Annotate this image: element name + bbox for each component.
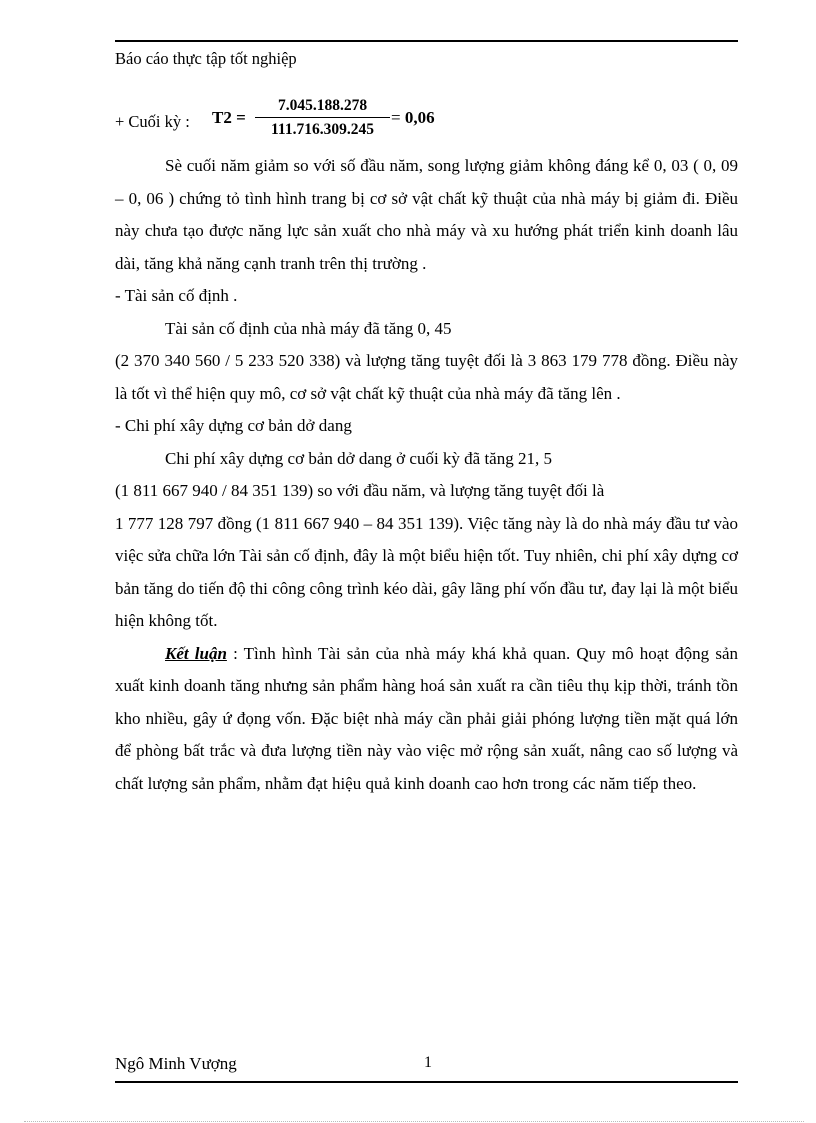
heading-fixed-assets: - Tài sản cố định . bbox=[115, 286, 238, 305]
conclusion-text: : Tình hình Tài sản của nhà máy khá khả quan. Quy mô hoạt động sản xuất kinh doanh tăng nhưng sản phẩm hàng hoá sản xuất ra cần tiêu thụ kịp thời, tránh tồn kho nhiều, gây ứ đọng vốn. Đặc biệt nhà máy cần phải giải phóng lượng tiền mặt quá lớn để phòng bất trắc và đưa lượng tiền này vào việc mở rộng sản xuất, nâng cao số lượng và chất lượng sản phẩm, nhằm đạt hiệu quả kinh doanh cao hơn trong các năm tiếp theo. bbox=[115, 643, 738, 793]
heading-construction-cost: - Chi phí xây dựng cơ bản dở dang bbox=[115, 416, 352, 435]
formula-prefix: + Cuối kỳ : bbox=[115, 112, 190, 131]
page-header-title: Báo cáo thực tập tốt nghiệp bbox=[115, 49, 297, 68]
formula-result: 0,06 bbox=[404, 108, 435, 127]
formula-t2 bbox=[115, 96, 515, 144]
formula-denominator: 111.716.309.245 bbox=[271, 121, 374, 138]
paragraph-3-line1: Chi phí xây dựng cơ bản dở dang ở cuối kỳ đã tăng 21, 5 bbox=[165, 448, 552, 468]
formula-lhs: T2 = bbox=[212, 108, 246, 127]
formula-result-group bbox=[391, 108, 435, 128]
footer-rule bbox=[115, 1081, 738, 1083]
formula-equals: = bbox=[391, 108, 401, 127]
conclusion-label: Kết luận bbox=[165, 643, 227, 663]
conclusion-paragraph bbox=[115, 638, 738, 801]
document-body bbox=[115, 150, 738, 800]
header-rule bbox=[115, 40, 738, 42]
fraction-bar bbox=[255, 117, 390, 118]
paragraph-3-line2: (1 811 667 940 / 84 351 139) so với đầu năm, và lượng tăng tuyệt đối là bbox=[115, 481, 605, 500]
paragraph-1: Sè cuối năm giảm so với số đầu năm, song lượng giảm không đáng kể 0, 03 ( 0, 09 – 0, 06 ) chứng tỏ tình hình trang bị cơ sở vật chất kỹ thuật của nhà máy bị giảm đi. Điều này chưa tạo được năng lực sản xuất cho nhà máy và xu hướng phát triển kinh doanh lâu dài, tăng khả năng cạnh tranh trên thị trường . bbox=[115, 156, 738, 273]
footer-author: Ngô Minh Vượng bbox=[115, 1054, 237, 1073]
page-edge-dotted-line bbox=[24, 1121, 804, 1122]
formula-fraction bbox=[255, 96, 390, 140]
footer-page-number: 1 bbox=[424, 1054, 432, 1071]
paragraph-2-rest: (2 370 340 560 / 5 233 520 338) và lượng tăng tuyệt đối là 3 863 179 778 đồng. Điều này là tốt vì thể hiện quy mô, cơ sở vật chất kỹ thuật của nhà máy đã tăng lên . bbox=[115, 351, 738, 403]
paragraph-2-line1: Tài sản cố định của nhà máy đã tăng 0, 45 bbox=[165, 318, 452, 338]
formula-numerator: 7.045.188.278 bbox=[277, 97, 368, 114]
paragraph-3-rest: 1 777 128 797 đồng (1 811 667 940 – 84 351 139). Việc tăng này là do nhà máy đầu tư vào việc sửa chữa lớn Tài sản cố định, đây là một biểu hiện tốt. Tuy nhiên, chi phí xây dựng cơ bản tăng do tiến độ thi công công trình kéo dài, gây lãng phí vốn đầu tư, đay lại là một biểu hiện không tốt. bbox=[115, 513, 738, 630]
